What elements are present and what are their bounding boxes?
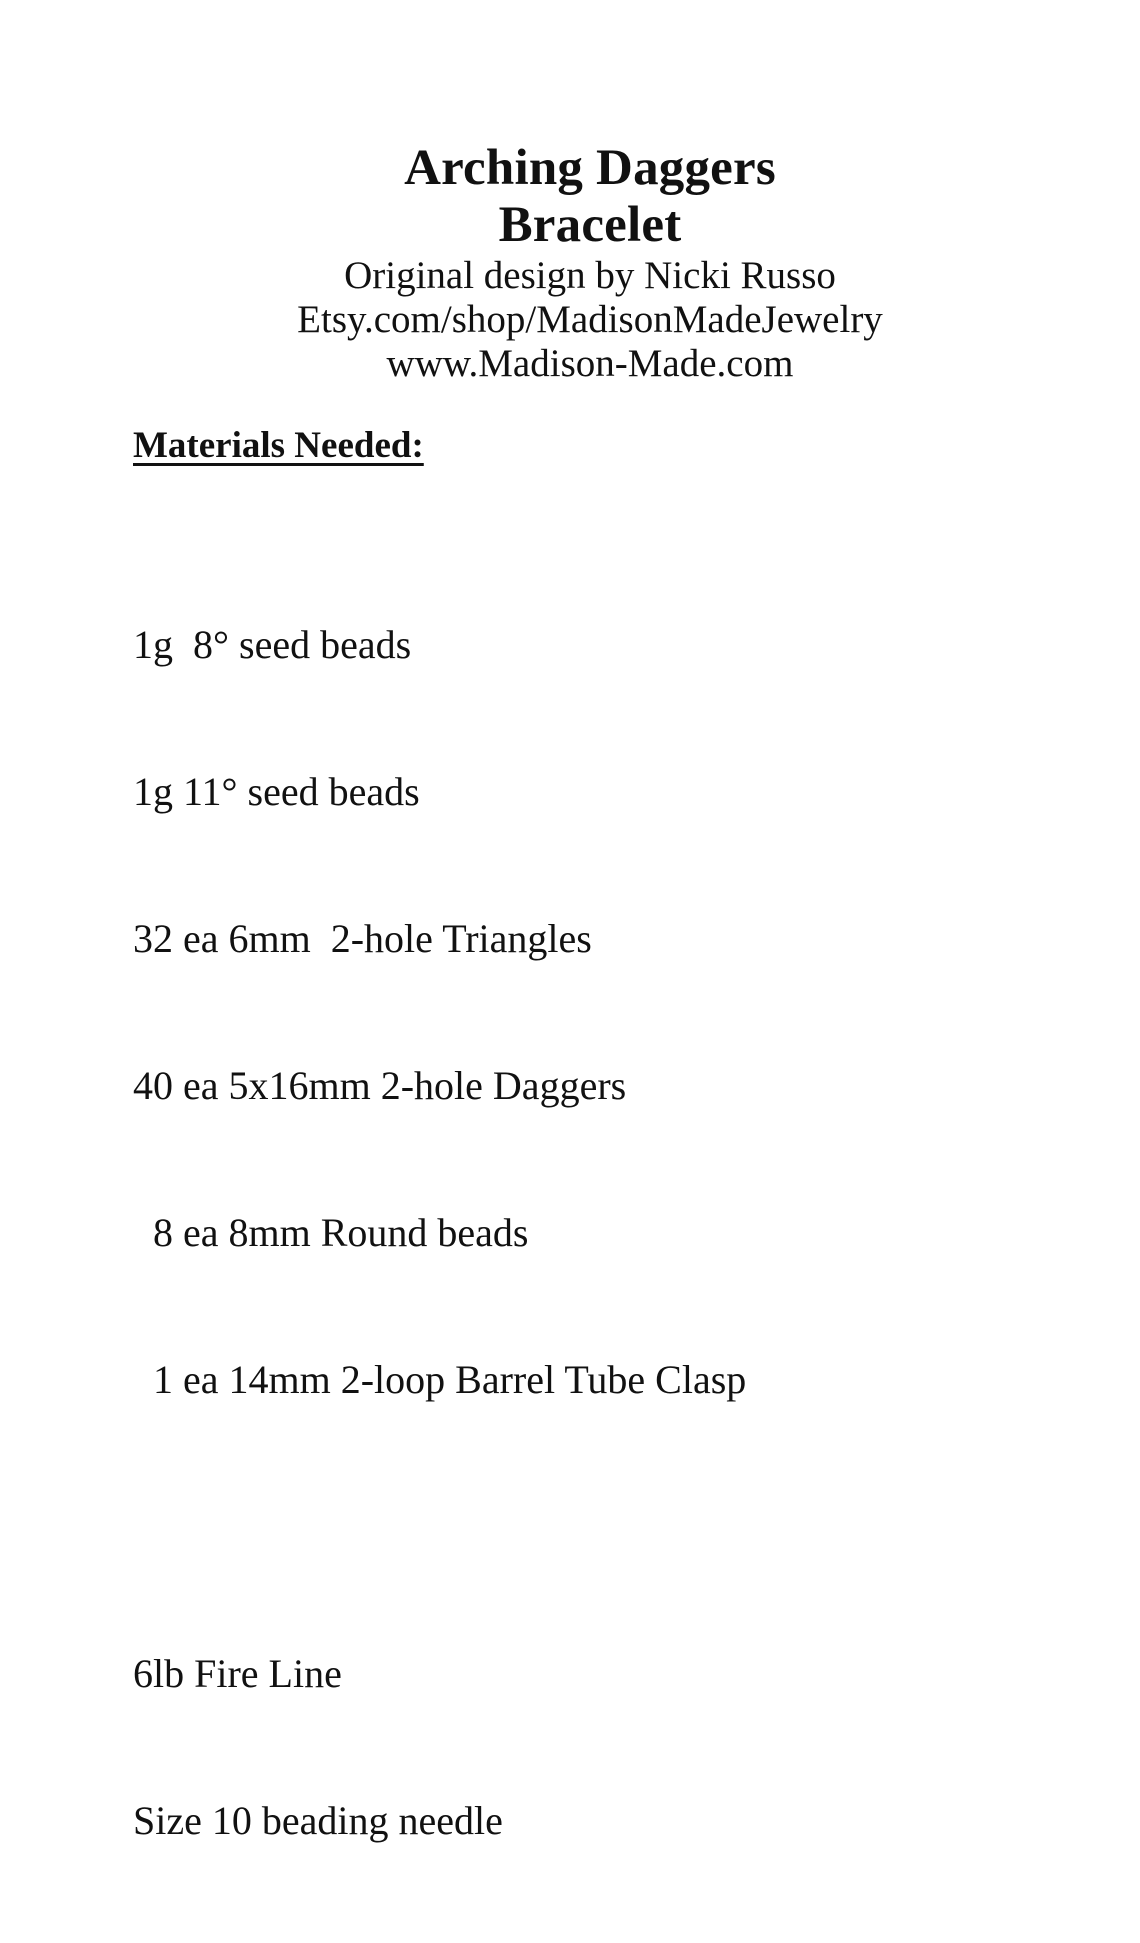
list-item: 40 ea 5x16mm 2-hole Daggers xyxy=(133,1063,627,1108)
tools-list xyxy=(133,1551,1033,1943)
list-item: 6lb Fire Line xyxy=(133,1651,342,1696)
pattern-header xyxy=(0,140,1140,386)
title-line-1: Arching Daggers xyxy=(404,140,776,196)
materials-section xyxy=(133,422,1033,1943)
designer-credit: Original design by Nicki Russo xyxy=(344,254,836,297)
website-url: www.Madison-Made.com xyxy=(386,342,794,385)
list-item: 32 ea 6mm 2-hole Triangles xyxy=(133,916,592,961)
list-item: 1 ea 14mm 2-loop Barrel Tube Clasp xyxy=(133,1357,747,1402)
title-line-2: Bracelet xyxy=(498,197,682,253)
list-item: 8 ea 8mm Round beads xyxy=(133,1210,529,1255)
list-item: 1g 8° seed beads xyxy=(133,622,412,667)
shop-url: Etsy.com/shop/MadisonMadeJewelry xyxy=(297,298,883,341)
materials-list xyxy=(133,522,1033,1502)
list-item: 1g 11° seed beads xyxy=(133,769,420,814)
list-item: Size 10 beading needle xyxy=(133,1798,503,1843)
materials-heading: Materials Needed: xyxy=(133,425,424,466)
